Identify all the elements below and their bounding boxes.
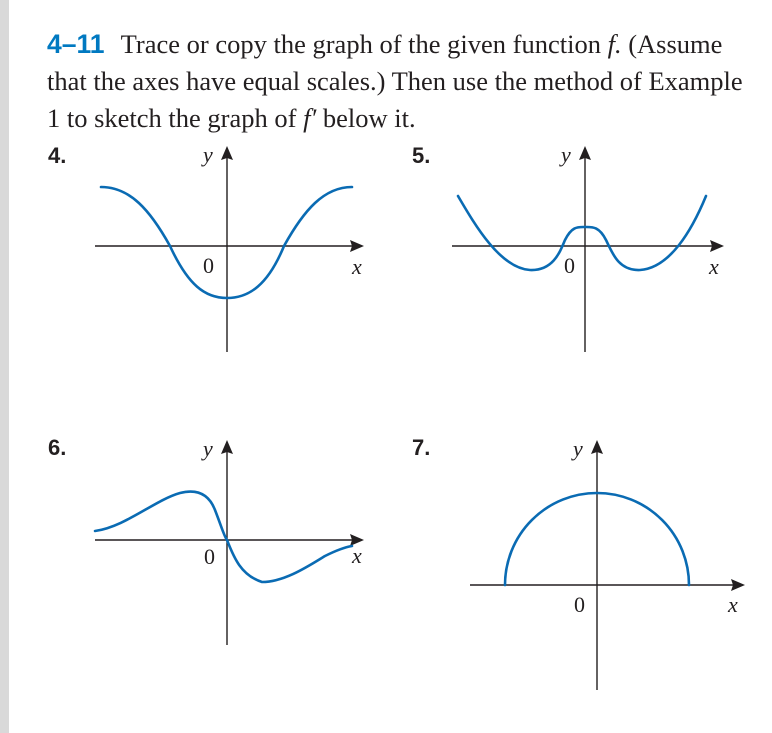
exercise-7-x-label: x — [728, 592, 738, 617]
derivative-name: f′ — [303, 103, 317, 133]
exercise-5-y-label: y — [561, 142, 571, 167]
exercise-5-number: 5. — [412, 143, 431, 168]
exercise-4-y-arrow — [221, 146, 233, 160]
exercise-4-x-arrow — [350, 240, 364, 252]
exercise-5-curve — [458, 196, 706, 270]
problem-lead: Trace or copy the graph of the given function — [120, 29, 601, 59]
exercise-6-x-label: x — [352, 543, 362, 568]
exercise-6-y-arrow — [221, 440, 233, 454]
function-name: f. — [607, 29, 622, 59]
exercise-6-y-label: y — [203, 436, 213, 461]
exercise-6-curve — [95, 492, 352, 582]
exercise-6-graph — [48, 435, 364, 645]
exercise-7-x-arrow — [731, 579, 745, 591]
exercise-5-origin-label: 0 — [564, 253, 575, 278]
exercise-6-origin-label: 0 — [204, 544, 215, 569]
problem-body: (Assume that the axes have equal scales.) Then use the method of Example 1 to sketch the graph of — [47, 29, 743, 133]
exercise-4-x-label: x — [352, 254, 362, 279]
exercise-7-y-label: y — [573, 436, 583, 461]
exercise-5-x-arrow — [710, 240, 724, 252]
exercise-7-y-arrow — [591, 440, 603, 454]
exercise-4-graph — [48, 142, 364, 352]
exercise-7-number: 7. — [412, 435, 431, 460]
exercise-6-number: 6. — [48, 435, 67, 460]
exercise-7-origin-label: 0 — [574, 592, 585, 617]
exercise-5-x-label: x — [709, 254, 719, 279]
problem-range: 4–11 — [47, 29, 105, 59]
problem-end: below it. — [322, 103, 416, 133]
exercise-5-y-arrow — [579, 146, 591, 160]
exercise-4-y-label: y — [203, 142, 213, 167]
exercise-7-graph — [412, 435, 745, 690]
exercise-4-number: 4. — [48, 143, 67, 168]
exercise-5-graph — [412, 142, 724, 352]
exercise-4-origin-label: 0 — [203, 253, 214, 278]
